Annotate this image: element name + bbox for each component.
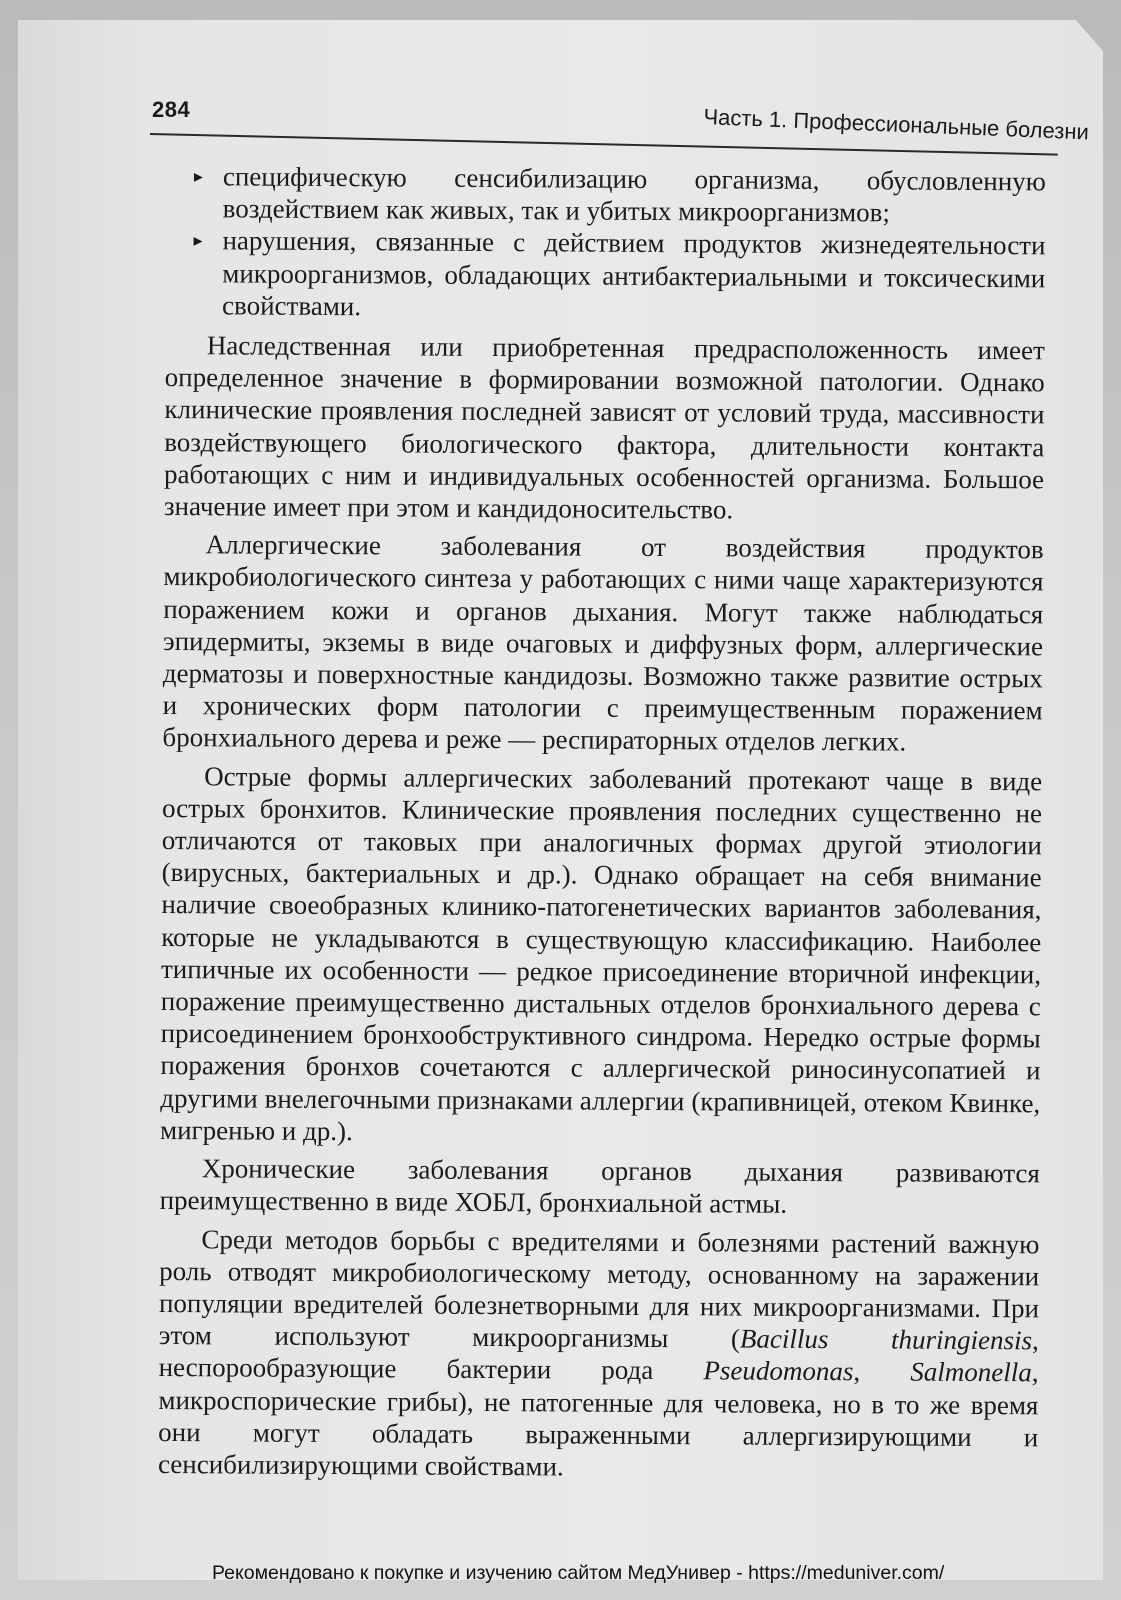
genus-name: Salmonella	[910, 1356, 1032, 1388]
bullet-list	[165, 160, 1046, 326]
list-item	[166, 160, 1046, 230]
body-text	[158, 160, 1046, 1485]
text-run: ,	[853, 1356, 911, 1387]
page-number: 284	[152, 97, 191, 122]
bullet-arrow-icon: ▸	[193, 166, 204, 187]
genus-name: Pseudomonas	[703, 1355, 854, 1387]
footer-watermark-note: Рекомендовано к покупке и изучению сайтом МедУнивер - https://meduniver.com/	[212, 1562, 945, 1584]
text-run: , микроспорические грибы), не патогенные для человека, но в то же время они могут обладать выраженными аллергизирующими и сенсибилизирующими свойствами.	[157, 1357, 1039, 1482]
bullet-arrow-icon: ▸	[193, 230, 203, 251]
species-name: Bacillus thuringiensis	[739, 1323, 1033, 1356]
paragraph-acute-forms: Острые формы аллергических заболеваний протекают чаще в виде острых бронхитов. Клинические проявления последних существенно не отличаются от таковых при аналогичных формах другой этиологии (вирусных, бактериальных и др.). Однако обращает на себя внимание наличие своеобразных клинико-патогенетических вариантов заболевания, которые не укладываются в существующую классификацию. Наиболее типичные их особенности — редкое присоединение вторичной инфекции, поражение преимущественно дистальных отделов бронхиального дерева с присоединением бронхообструктивного синдрома. Нередко острые формы поражения бронхов сочетаются с аллергической риносинусопатией и другими внелегочными признаками аллергии (крапивницей, отеком Квинке, мигренью и др.).	[159, 760, 1043, 1147]
list-item-text: нарушения, связанные с действием продуктов жизнедеятельности микроорганизмов, обладающих антибактериальными и токсическими свойствами.	[222, 225, 1046, 322]
text-run: , неспорообразующие бактерии рода	[158, 1325, 1039, 1386]
list-item	[165, 224, 1046, 326]
running-head: Часть 1. Профессиональные болезни	[702, 104, 1090, 145]
paragraph-heredity: Наследственная или приобретенная предрасположенность имеет определенное значение в формировании возможной патологии. Однако клинические проявления последней зависят от условий труда, массивности воздействующего биологического фактора, длительности контакта работающих с ним и индивидуальных особенностей организма. Большое значение имеет при этом и кандидоносительство.	[163, 330, 1045, 525]
paragraph-chronic-diseases: Хронические заболевания органов дыхания развиваются преимущественно в виде ХОБЛ, бронхиальной астмы.	[159, 1153, 1040, 1220]
text-run: Среди методов борьбы с вредителями и болезнями растений важную роль отводят микробиологическому методу, основанному на заражении популяции вредителей болезнетворными для них микроорганизмами. При этом используют микроорганизмы (	[158, 1223, 1040, 1354]
list-item-text: специфическую сенсибилизацию организма, обусловленную воздействием как живых, так и убитых микроорганизмов;	[222, 161, 1046, 228]
paragraph-allergic-diseases: Аллергические заболевания от воздействия продуктов микробиологического синтеза у работающих с ними чаще характеризуются поражением кожи и органов дыхания. Могут также наблюдаться эпидермиты, экземы в виде очаговых и диффузных форм, аллергические дерматозы и поверхностные кандидозы. Возможно также развитие острых и хронических форм патологии с преимущественным поражением бронхиального дерева и реже — респираторных отделов легких.	[162, 529, 1044, 757]
paragraph-pest-control	[158, 1222, 1040, 1485]
